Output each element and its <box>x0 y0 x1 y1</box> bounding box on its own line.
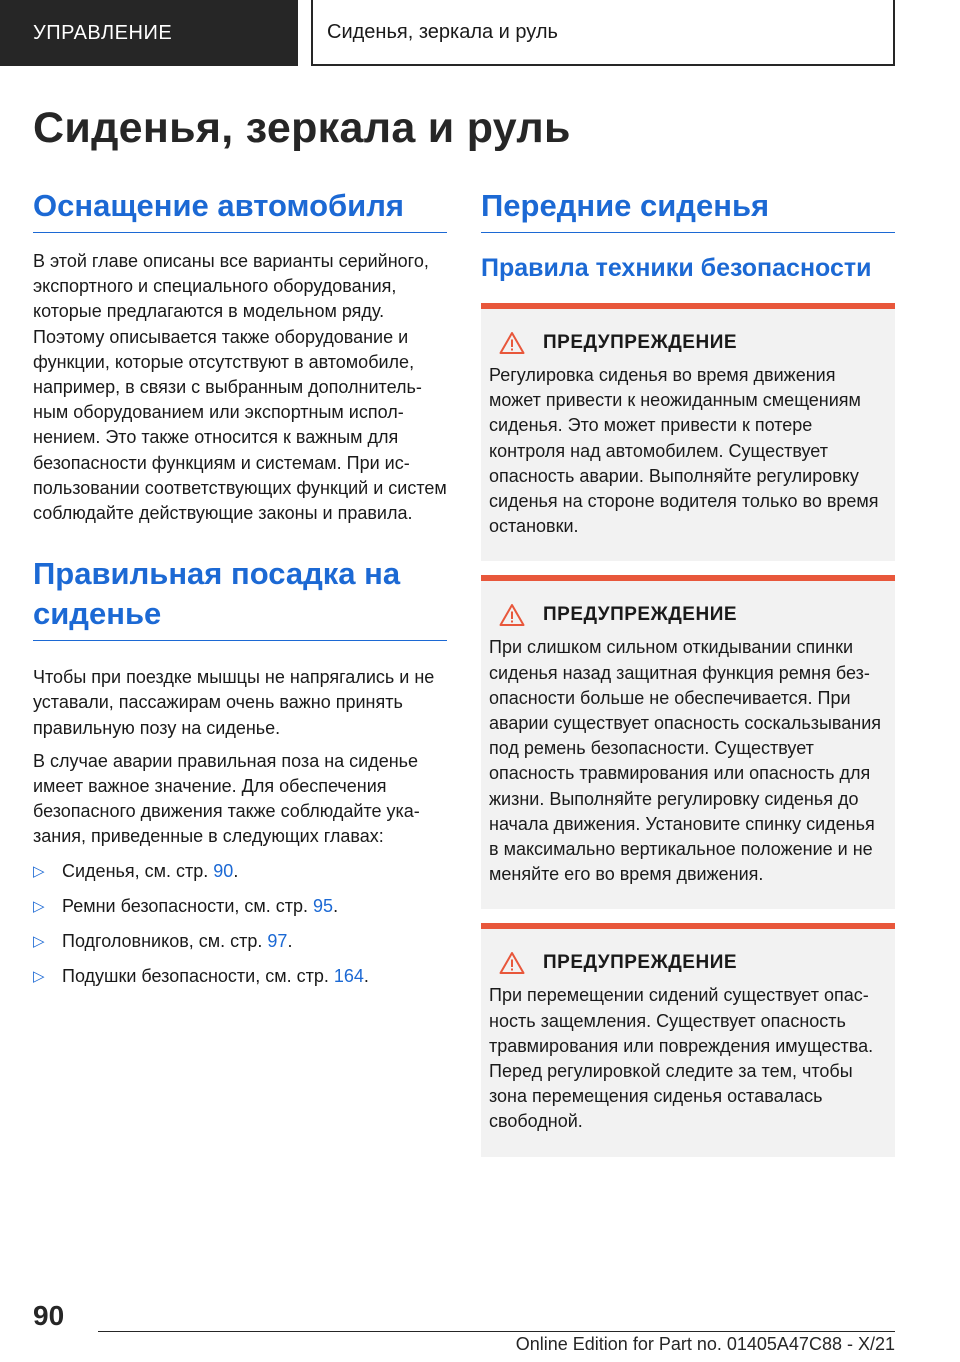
left-column <box>33 186 447 999</box>
warning-text: Регулировка сиденья во время движения может привести к неожиданным смещениям сиденья. Это может привести к потере контроля над автомобилем. Существует опасность аварии. Выполняйте регулировку сиденья на стороне водителя только во время остановки. <box>489 365 879 537</box>
warning-box <box>481 303 895 561</box>
page-link[interactable]: 164 <box>333 965 364 986</box>
warning-title: ПРЕДУПРЕЖДЕНИЕ <box>543 332 738 353</box>
posture-heading: Правильная посадка на сиденье <box>33 554 447 641</box>
page-header <box>0 0 960 66</box>
list-item <box>33 964 447 989</box>
triangle-bullet-icon: ▷ <box>33 897 45 915</box>
ref-end: . <box>287 930 293 951</box>
ref-end: . <box>333 895 339 916</box>
warning-title: ПРЕДУПРЕЖДЕНИЕ <box>543 604 738 626</box>
warnings <box>481 303 895 1157</box>
warning-text: При слишком сильном откидывании спинки сиденья назад защитная функция ремня безопасности больше не обеспечивается. При аварии существует опасность соскальзывания под ремень безопасности. Существует опасность травмирования или опасность для жизни. Выполняйте регулировку сиденья до начала движения. Установите спинку сиденья в максимально вертикальное положение и не меняйте его во время движения. <box>489 637 882 885</box>
front-seats-heading: Передние сиденья <box>481 186 895 233</box>
edition-text: Online Edition for Part no. 01405A47C88 - X/21 <box>515 1334 895 1354</box>
ref-text: Подушки безопасности, см. стр. <box>62 965 334 986</box>
section-label: Сиденья, зеркала и руль <box>311 0 895 66</box>
triangle-bullet-icon: ▷ <box>33 932 45 950</box>
list-item <box>33 894 447 919</box>
page-link[interactable]: 97 <box>267 930 288 951</box>
ref-end: . <box>363 965 369 986</box>
list-item <box>33 859 447 884</box>
ref-text: Подголовников, см. стр. <box>62 930 268 951</box>
safety-rules-heading: Правила техники безопасности <box>481 254 872 282</box>
triangle-bullet-icon: ▷ <box>33 967 45 985</box>
warning-text: При перемещении сидений существует опасность защемления. Существует опасность травмирования или повреждения имущества. Перед регулировкой следите за тем, чтобы зона перемещения сиденья оставалась свободной. <box>489 985 874 1132</box>
page-title: Сиденья, зеркала и руль <box>33 104 571 152</box>
warning-triangle-icon <box>499 331 525 355</box>
reference-list <box>33 859 447 989</box>
ref-text: Сиденья, см. стр. <box>62 860 214 881</box>
posture-text-1: Чтобы при поездке мышцы не напрягались и не уставали, пассажирам очень важно принять правильную позу на сиденье. <box>33 667 435 738</box>
warning-box <box>481 575 895 909</box>
chapter-label: УПРАВЛЕНИЕ <box>0 0 298 66</box>
warning-triangle-icon <box>499 603 525 627</box>
warning-title: ПРЕДУПРЕЖДЕНИЕ <box>543 952 738 974</box>
posture-text-2: В случае аварии правильная поза на сиденье имеет важное значение. Для обеспечения безопасного движения также соблюдайте указания, приведенные в следующих главах: <box>33 750 420 847</box>
equipment-text: В этой главе описаны все варианты серийного, экспортного и специального оборудования, которые предлагаются в модельном ряду. Поэтому описывается также оборудование и функции, которые отсутствуют в автомобиле, например, в связи с выбранным дополнительным оборудованием или экспортным исполнением. Это также относится к важным для безопасности функциям и системам. При использовании соответствующих функций и систем соблюдайте действующие законы и правила. <box>33 251 447 524</box>
equipment-heading: Оснащение автомобиля <box>33 186 447 233</box>
warning-box <box>481 923 895 1156</box>
right-column <box>481 186 895 1157</box>
triangle-bullet-icon: ▷ <box>33 862 45 880</box>
page-link[interactable]: 90 <box>213 860 234 881</box>
ref-end: . <box>233 860 239 881</box>
ref-text: Ремни безопасности, см. стр. <box>62 895 314 916</box>
warning-triangle-icon <box>499 951 525 975</box>
page-number: 90 <box>33 1300 65 1331</box>
list-item <box>33 929 447 954</box>
page-link[interactable]: 95 <box>313 895 334 916</box>
footer-divider <box>98 1331 895 1332</box>
